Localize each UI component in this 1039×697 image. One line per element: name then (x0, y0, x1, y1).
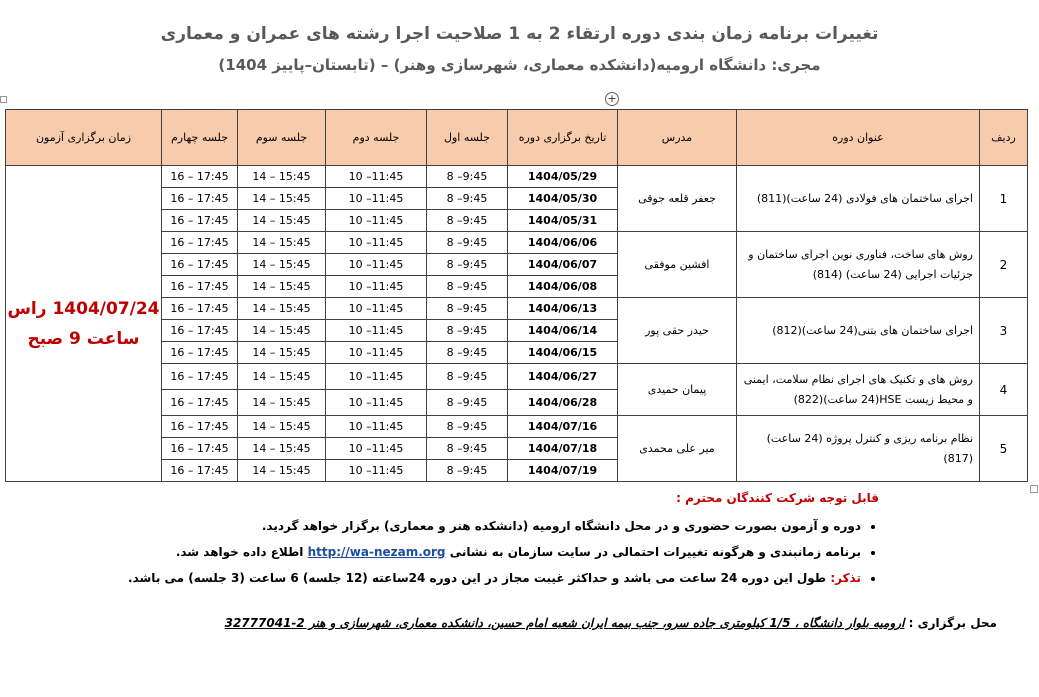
cell-session3: 14 – 15:45 (238, 438, 326, 460)
cell-date: 1404/07/18 (508, 438, 618, 460)
cell-session1: 8 –9:45 (427, 342, 508, 364)
cell-instructor: جعفر قلعه جوقی (618, 166, 737, 232)
cell-session1: 8 –9:45 (427, 364, 508, 390)
cell-session3: 14 – 15:45 (238, 210, 326, 232)
cell-row-number: 3 (980, 298, 1028, 364)
cell-session4: 16 – 17:45 (162, 390, 238, 416)
cell-session1: 8 –9:45 (427, 438, 508, 460)
cell-exam-time (6, 166, 162, 482)
cell-course-title: روش های و تکنیک های اجرای نظام سلامت، ایمنی و محیط زیست HSE(24 ساعت)(822) (737, 364, 980, 416)
cell-session4: 16 – 17:45 (162, 298, 238, 320)
cell-session1: 8 –9:45 (427, 210, 508, 232)
cell-session4: 16 – 17:45 (162, 254, 238, 276)
schedule-table (5, 109, 1028, 482)
add-column-icon[interactable]: + (605, 92, 619, 106)
table-header-row (6, 110, 1028, 166)
anchor-icon (1030, 485, 1038, 493)
cell-session4: 16 – 17:45 (162, 460, 238, 482)
schedule-table-wrapper (5, 109, 1027, 482)
cell-course-title: روش های ساخت، فناوری نوین اجرای ساختمان و جزئیات اجرایی (24 ساعت) (814) (737, 232, 980, 298)
note-item (19, 545, 861, 559)
cell-session2: 10 –11:45 (326, 166, 427, 188)
cell-session4: 16 – 17:45 (162, 210, 238, 232)
address-label: محل برگزاری : (908, 616, 997, 630)
cell-session1: 8 –9:45 (427, 166, 508, 188)
cell-session2: 10 –11:45 (326, 254, 427, 276)
cell-row-number: 1 (980, 166, 1028, 232)
cell-session3: 14 – 15:45 (238, 320, 326, 342)
cell-session3: 14 – 15:45 (238, 188, 326, 210)
cell-session1: 8 –9:45 (427, 276, 508, 298)
cell-session2: 10 –11:45 (326, 276, 427, 298)
cell-session4: 16 – 17:45 (162, 276, 238, 298)
cell-session2: 10 –11:45 (326, 210, 427, 232)
cell-date: 1404/05/29 (508, 166, 618, 188)
reminder-label: تذکر: (830, 571, 861, 585)
cell-session4: 16 – 17:45 (162, 166, 238, 188)
table-handle-icon[interactable] (0, 96, 7, 103)
exam-date: 1404/07/24 راس (7, 298, 160, 319)
cell-session2: 10 –11:45 (326, 232, 427, 254)
cell-date: 1404/06/08 (508, 276, 618, 298)
cell-date: 1404/05/30 (508, 188, 618, 210)
cell-session1: 8 –9:45 (427, 460, 508, 482)
cell-session2: 10 –11:45 (326, 390, 427, 416)
cell-date: 1404/06/15 (508, 342, 618, 364)
cell-session4: 16 – 17:45 (162, 342, 238, 364)
cell-date: 1404/06/13 (508, 298, 618, 320)
notes-section (19, 491, 879, 597)
cell-session1: 8 –9:45 (427, 390, 508, 416)
cell-session1: 8 –9:45 (427, 188, 508, 210)
header-instructor: مدرس (618, 110, 737, 166)
cell-session4: 16 – 17:45 (162, 416, 238, 438)
exam-hour: ساعت 9 صبح (27, 328, 140, 349)
cell-session1: 8 –9:45 (427, 320, 508, 342)
note-text: دوره و آزمون بصورت حضوری و در محل دانشگاه ارومیه (دانشکده هنر و معماری) برگزار خواهد گردید. (261, 519, 861, 533)
cell-session3: 14 – 15:45 (238, 416, 326, 438)
cell-session3: 14 – 15:45 (238, 298, 326, 320)
page-title: تغییرات برنامه زمان بندی دوره ارتقاء 2 به 1 صلاحیت اجرا رشته های عمران و معماری (160, 24, 879, 44)
cell-session2: 10 –11:45 (326, 364, 427, 390)
cell-instructor: میر علی محمدی (618, 416, 737, 482)
page-subtitle: مجری: دانشگاه ارومیه(دانشکده معماری، شهرسازی وهنر) – (تابستان–پاییز 1404) (218, 56, 821, 74)
cell-session3: 14 – 15:45 (238, 276, 326, 298)
cell-session3: 14 – 15:45 (238, 460, 326, 482)
cell-session1: 8 –9:45 (427, 416, 508, 438)
cell-date: 1404/07/16 (508, 416, 618, 438)
notes-heading: قابل توجه شرکت کنندگان محترم : (676, 491, 879, 505)
cell-session3: 14 – 15:45 (238, 232, 326, 254)
header-session1: جلسه اول (427, 110, 508, 166)
header-exam: زمان برگزاری آزمون (6, 110, 162, 166)
note-text: اطلاع داده خواهد شد. (175, 545, 304, 559)
cell-session2: 10 –11:45 (326, 342, 427, 364)
cell-instructor: پیمان حمیدی (618, 364, 737, 416)
cell-session4: 16 – 17:45 (162, 364, 238, 390)
cell-session3: 14 – 15:45 (238, 166, 326, 188)
cell-session3: 14 – 15:45 (238, 254, 326, 276)
cell-session4: 16 – 17:45 (162, 438, 238, 460)
cell-session1: 8 –9:45 (427, 298, 508, 320)
header-course: عنوان دوره (737, 110, 980, 166)
cell-course-title: نظام برنامه ریزی و کنترل پروژه (24 ساعت)(817) (737, 416, 980, 482)
cell-session1: 8 –9:45 (427, 254, 508, 276)
cell-date: 1404/06/07 (508, 254, 618, 276)
header-session2: جلسه دوم (326, 110, 427, 166)
cell-row-number: 4 (980, 364, 1028, 416)
note-item (19, 571, 861, 585)
cell-instructor: حیدر حقی پور (618, 298, 737, 364)
note-text: طول این دوره 24 ساعت می باشد و حداکثر غیبت مجاز در این دوره 24ساعته (12 جلسه) 6 ساعت (3 جلسه) می باشد. (128, 571, 827, 585)
cell-instructor: افشین موفقی (618, 232, 737, 298)
cell-session2: 10 –11:45 (326, 416, 427, 438)
header-date: تاریخ برگزاری دوره (508, 110, 618, 166)
cell-date: 1404/06/28 (508, 390, 618, 416)
venue-address (225, 616, 997, 630)
header-session4: جلسه چهارم (162, 110, 238, 166)
cell-course-title: اجرای ساختمان های فولادی (24 ساعت)(811) (737, 166, 980, 232)
cell-session1: 8 –9:45 (427, 232, 508, 254)
cell-date: 1404/06/27 (508, 364, 618, 390)
table-body (6, 166, 1028, 482)
cell-session2: 10 –11:45 (326, 298, 427, 320)
note-item (19, 519, 861, 533)
cell-session4: 16 – 17:45 (162, 188, 238, 210)
cell-date: 1404/05/31 (508, 210, 618, 232)
header-session3: جلسه سوم (238, 110, 326, 166)
cell-session3: 14 – 15:45 (238, 364, 326, 390)
cell-row-number: 2 (980, 232, 1028, 298)
cell-session4: 16 – 17:45 (162, 232, 238, 254)
cell-row-number: 5 (980, 416, 1028, 482)
cell-session4: 16 – 17:45 (162, 320, 238, 342)
table-row (6, 166, 1028, 188)
header-row-number: ردیف (980, 110, 1028, 166)
cell-date: 1404/06/06 (508, 232, 618, 254)
cell-session2: 10 –11:45 (326, 460, 427, 482)
cell-date: 1404/07/19 (508, 460, 618, 482)
notes-list (19, 519, 879, 585)
cell-course-title: اجرای ساختمان های بتنی(24 ساعت)(812) (737, 298, 980, 364)
address-text: ارومیه بلوار دانشگاه ، 1/5 کیلومتری جاده سرو، جنب بیمه ایران شعبه امام حسین، دانشکده معماری، شهرسازی و هنر 2-32777041 (224, 616, 905, 630)
cell-date: 1404/06/14 (508, 320, 618, 342)
cell-session2: 10 –11:45 (326, 320, 427, 342)
cell-session3: 14 – 15:45 (238, 342, 326, 364)
website-link[interactable]: http://wa-nezam.org (307, 545, 446, 559)
note-text: برنامه زمانبندی و هرگونه تغییرات احتمالی در سایت سازمان به نشانی (449, 545, 861, 559)
cell-session2: 10 –11:45 (326, 438, 427, 460)
cell-session3: 14 – 15:45 (238, 390, 326, 416)
cell-session2: 10 –11:45 (326, 188, 427, 210)
